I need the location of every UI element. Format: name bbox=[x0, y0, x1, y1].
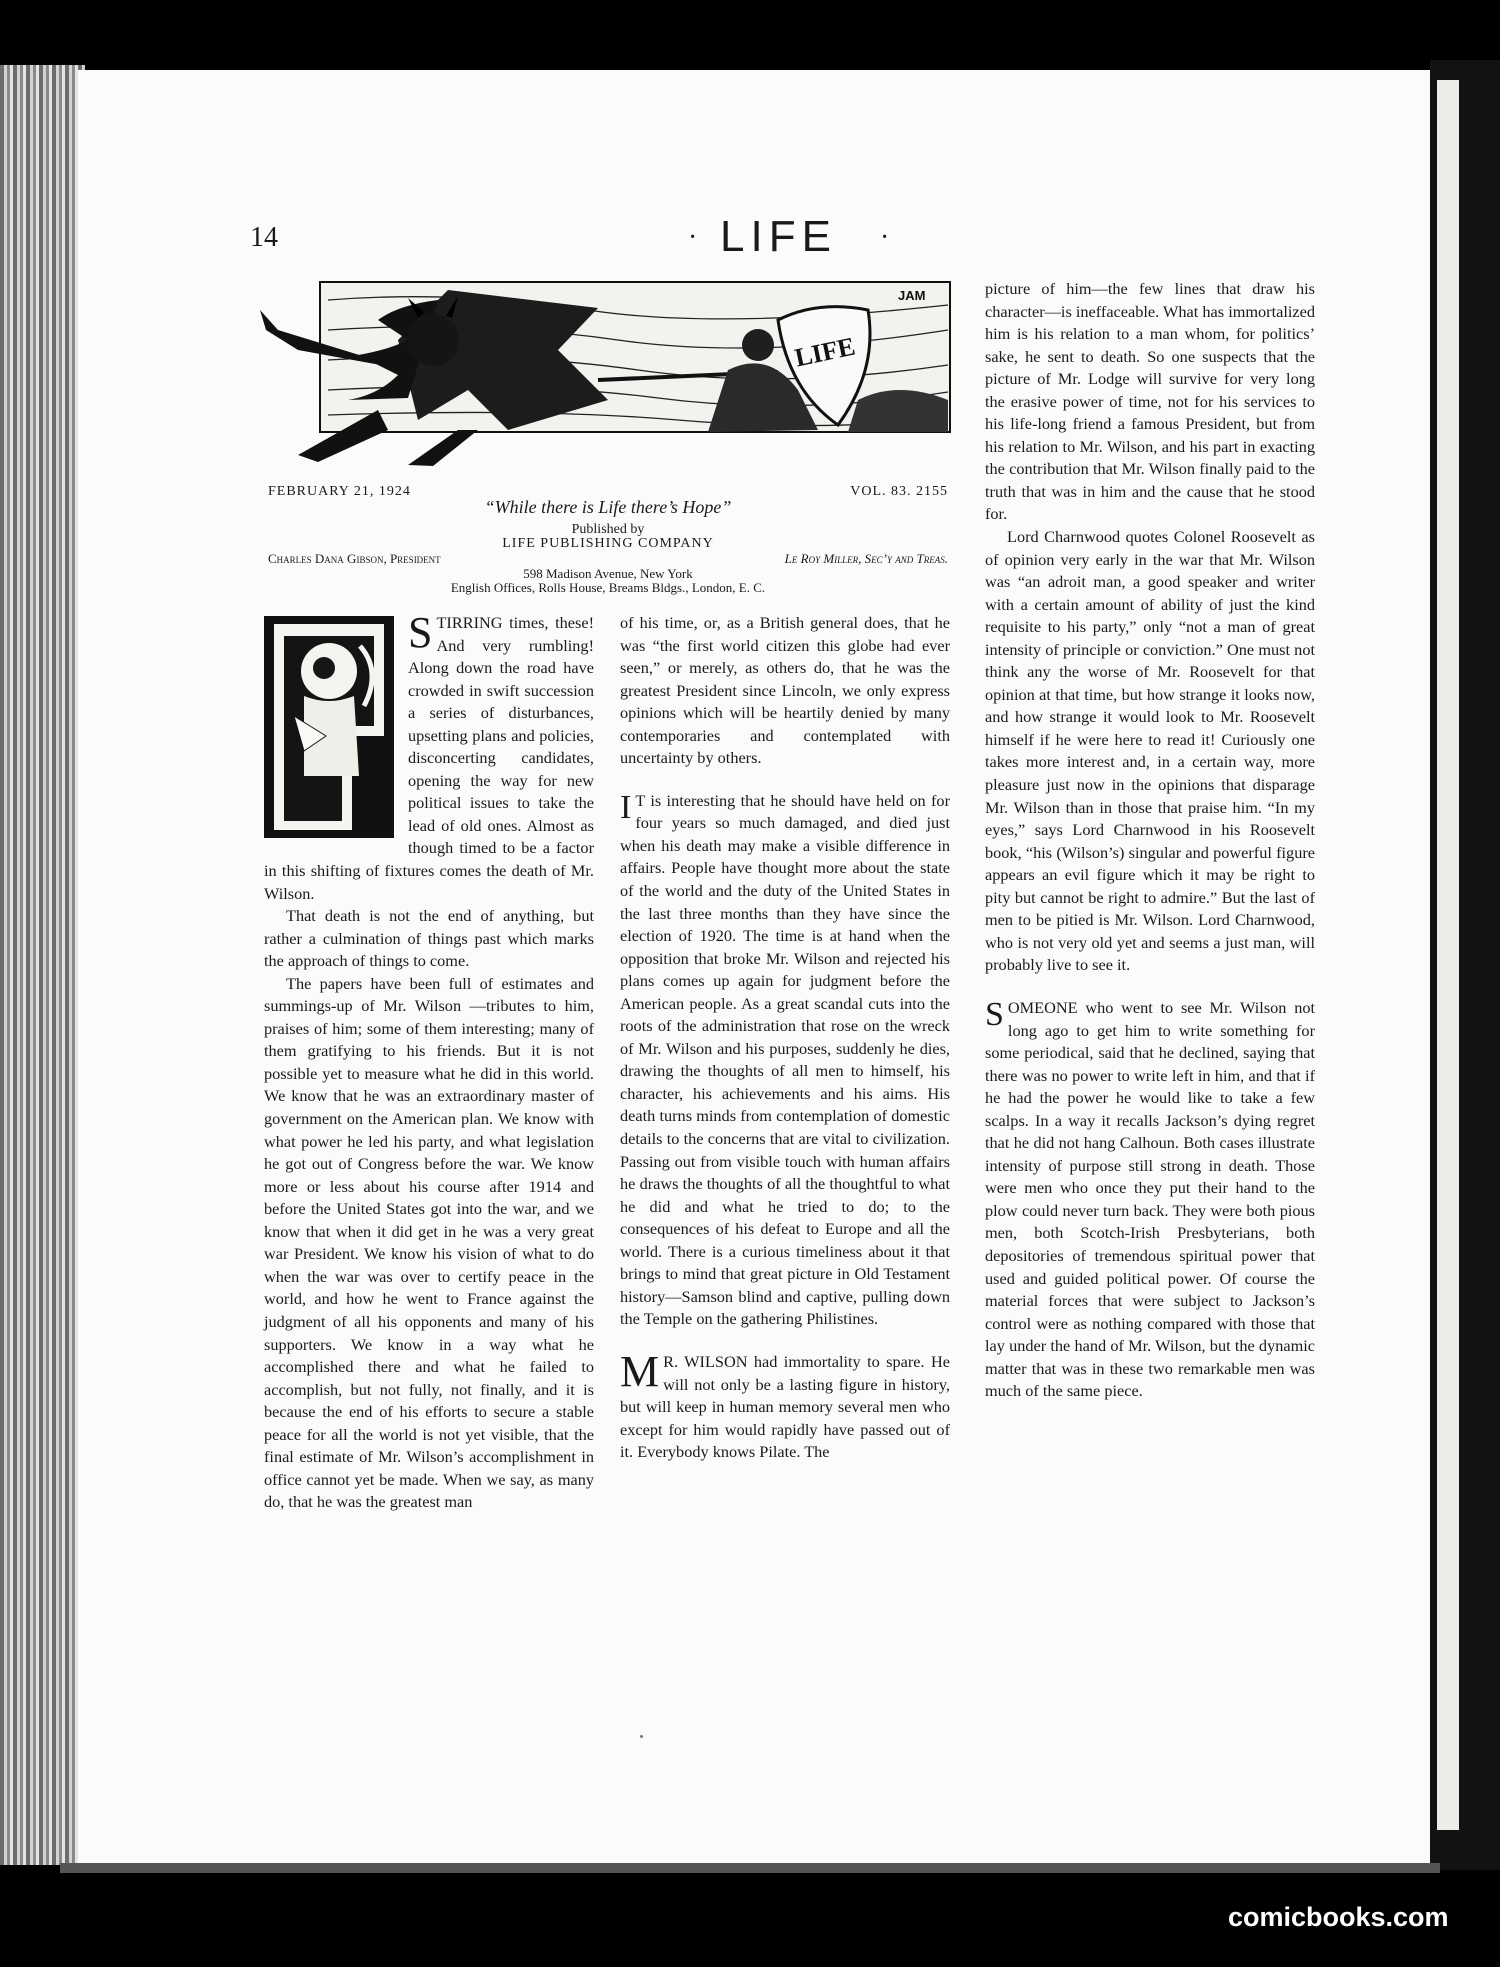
editorial-banner-illustration bbox=[258, 280, 954, 468]
col2-paragraph-2-text: T is interesting that he should have held on for four years so much damaged, and died just when his death may make a visible difference in affairs. People have thought more about the state of the world and the duty of the United States in the last three months than they have since the election of 1920. The time is at hand when the opposition that broke Mr. Wilson and rejected his plans comes up again for judgment before the American people. As a great scandal cuts into the roots of the administration that rose on the wreck of Mr. Wilson and his purposes, suddenly he dies, drawing the thoughts of all men to himself, his character, his achievements and his aims. His death turns minds from contemplation of domestic details to the concerns that are vital to civilization. Passing out from visible touch with human affairs he draws the thoughts of all the thoughtful to what he did and what he tried to do; to the consequences of his defeat to Europe and all the world. There is a curious timeliness about it that brings to mind that great picture in Old Testament history—Samson blind and captive, pulling down the Temple on the gathering Philistines. bbox=[620, 790, 950, 1329]
publisher-address: 598 Madison Avenue, New York bbox=[523, 566, 693, 581]
article-column-2 bbox=[620, 612, 950, 1464]
facing-page-edge bbox=[1437, 80, 1459, 1830]
editorial-motto: “While there is Life there’s Hope” bbox=[484, 497, 732, 517]
scan-credit-watermark: comicbooks.com bbox=[1228, 1902, 1449, 1932]
masthead-dot-right: · bbox=[880, 222, 890, 253]
col1-paragraph-2: That death is not the end of anything, but rather a culmination of things past which marks the approach of things to come. bbox=[264, 906, 594, 971]
dropcap-i: I bbox=[620, 788, 632, 826]
scan-bottom-edge bbox=[60, 1863, 1440, 1873]
col3-paragraph-1: picture of him—the few lines that draw his character—is ineffaceable. What has immortalized him is his relation to a man whom, for politics’ sake, he sent to death. So one suspects that the picture of Mr. Lodge will survive for very long the erasive power of time, not for his services to his life-long friend a famous President, but from his relation to Mr. Wilson, and his part in exacting the contribution that Mr. Wilson finally paid to the truth that was in him and the cause that he stood for. bbox=[985, 279, 1315, 524]
col2-paragraph-3-text: R. WILSON had immortality to spare. He will not only be a lasting figure in history, but will keep in human memory several men who except for him would rapidly have passed out of it. Everybody knows Pilate. The bbox=[620, 1351, 950, 1462]
col1-p1-text: Along down the road have crowded in swift succession a series of disturbances, upsetting plans and policies, disconcerting candidates, opening the way for new political issues to take the lead of old ones. Almost as though timed to be a factor in this shifting of fixtures comes the death of Mr. Wilson. bbox=[264, 658, 594, 903]
page-number: 14 bbox=[250, 222, 278, 253]
masthead-title: LIFE bbox=[720, 212, 837, 261]
col1-lead-words: TIRRING times, these! And very rumbling! bbox=[436, 613, 594, 655]
book-page-edges bbox=[0, 65, 85, 1865]
col3-paragraph-2: Lord Charnwood quotes Colonel Roosevelt as of opinion very early in the war that Mr. Wilson was “an adroit man, a good speaker and writer with a certain amount of ability of just the kind requisite to his party,” only “not a man of great intensity of principle or conviction.” One must not think any the worse of Mr. Roosevelt for that opinion at that time, but how strange it looks now, and how strange it would look to Mr. Roosevelt himself if he were here to read it! Curiously one takes more interest and, in a certain way, more pleasure just now in the opinions that disparage Mr. Wilson than in those that praise him. “In my eyes,” says Lord Charnwood in his Roosevelt book, “his (Wilson’s) singular and powerful figure appears an evil figure which it may be right to pity but cannot be right to admire.” But the last of men to be pitied is Mr. Wilson. Lord Charnwood, who is not very old yet and seems a just man, will probably live to see it. bbox=[985, 527, 1315, 975]
col2-paragraph-2 bbox=[620, 790, 950, 1331]
col3-paragraph-3-text: OMEONE who went to see Mr. Wilson not long ago to get him to write something for some periodical, said that he declined, saying that there was no power to write left in him, and that if he had the power he would like to take a few scalps. In a way it recalls Jackson’s dying regret that he did not hang Calhoun. Both cases illustrate intensity of purpose still strong in death. Those were men who once they put their hand to the plow could never turn back. They were both pious men, both Scotch-Irish Presbyterians, both depositories of tremendous spiritual power that used and guided political power. Of course the material forces that were subject to Jackson’s control were as nothing compared with those that lay under the hand of Mr. Wilson, but the dynamic matter that was in these two remarkable men was much of the same piece. bbox=[985, 997, 1315, 1401]
dropcap-s2: S bbox=[985, 995, 1004, 1033]
english-offices: English Offices, Rolls House, Breams Bldgs., London, E. C. bbox=[450, 580, 766, 595]
dropcap-m: M bbox=[620, 1346, 660, 1396]
article-column-3 bbox=[985, 278, 1315, 1403]
banner-signature: JAM bbox=[898, 288, 926, 303]
issue-date: FEBRUARY 21, 1924 bbox=[268, 484, 411, 499]
illustrated-initial-s bbox=[264, 616, 394, 838]
banner-shield-text: LIFE bbox=[792, 331, 858, 373]
publisher-name: LIFE PUBLISHING COMPANY bbox=[502, 536, 714, 551]
officer-president: Charles Dana Gibson, President bbox=[268, 551, 441, 566]
col2-paragraph-3 bbox=[620, 1346, 950, 1464]
page-speck bbox=[640, 1735, 643, 1738]
dropcap-s: S bbox=[408, 608, 433, 657]
officers-row bbox=[268, 551, 948, 567]
masthead-dot-left: · bbox=[688, 222, 698, 253]
article-column-1 bbox=[264, 608, 594, 1514]
issue-volume: VOL. 83. 2155 bbox=[850, 484, 948, 499]
col1-paragraph-3: The papers have been full of estimates and summings-up of Mr. Wilson —tributes to him, praises of him; some of them interesting; many of them gratifying to his friends. But it is not possible yet to measure what he did in this world. We know that he was an extraordinary master of government on the American plan. We know with what power he led his party, and what legislation he got out of Congress before the war. We know more or less about his course after 1914 and before the United States got into the war, and we know that when it did get in he was a very great war President. We know his vision of what to do when the war was over to certify peace in the world, and how he went to France against the judgment of all his opponents and many of his supporters. We know in a way what he accomplished there and what he failed to accomplish, but not fully, not finally, and it is because the end of his efforts to secure a stable peace for all the world is not yet visible, that the final estimate of Mr. Wilson’s accomplishment in office cannot yet be made. When we say, as many do, that he was the greatest man bbox=[264, 973, 594, 1512]
col2-paragraph-1: of his time, or, as a British general does, that he was “the first world citizen this globe had ever seen,” or merely, as others do, that he was the greatest President since Lincoln, we only express opinions which will be heartily denied by many contemporaries and contemplated with uncertainty by others. bbox=[620, 613, 950, 768]
col3-paragraph-3 bbox=[985, 997, 1315, 1403]
officer-secretary: Le Roy Miller, Sec’y and Treas. bbox=[784, 551, 948, 566]
published-by: Published by bbox=[571, 522, 645, 537]
